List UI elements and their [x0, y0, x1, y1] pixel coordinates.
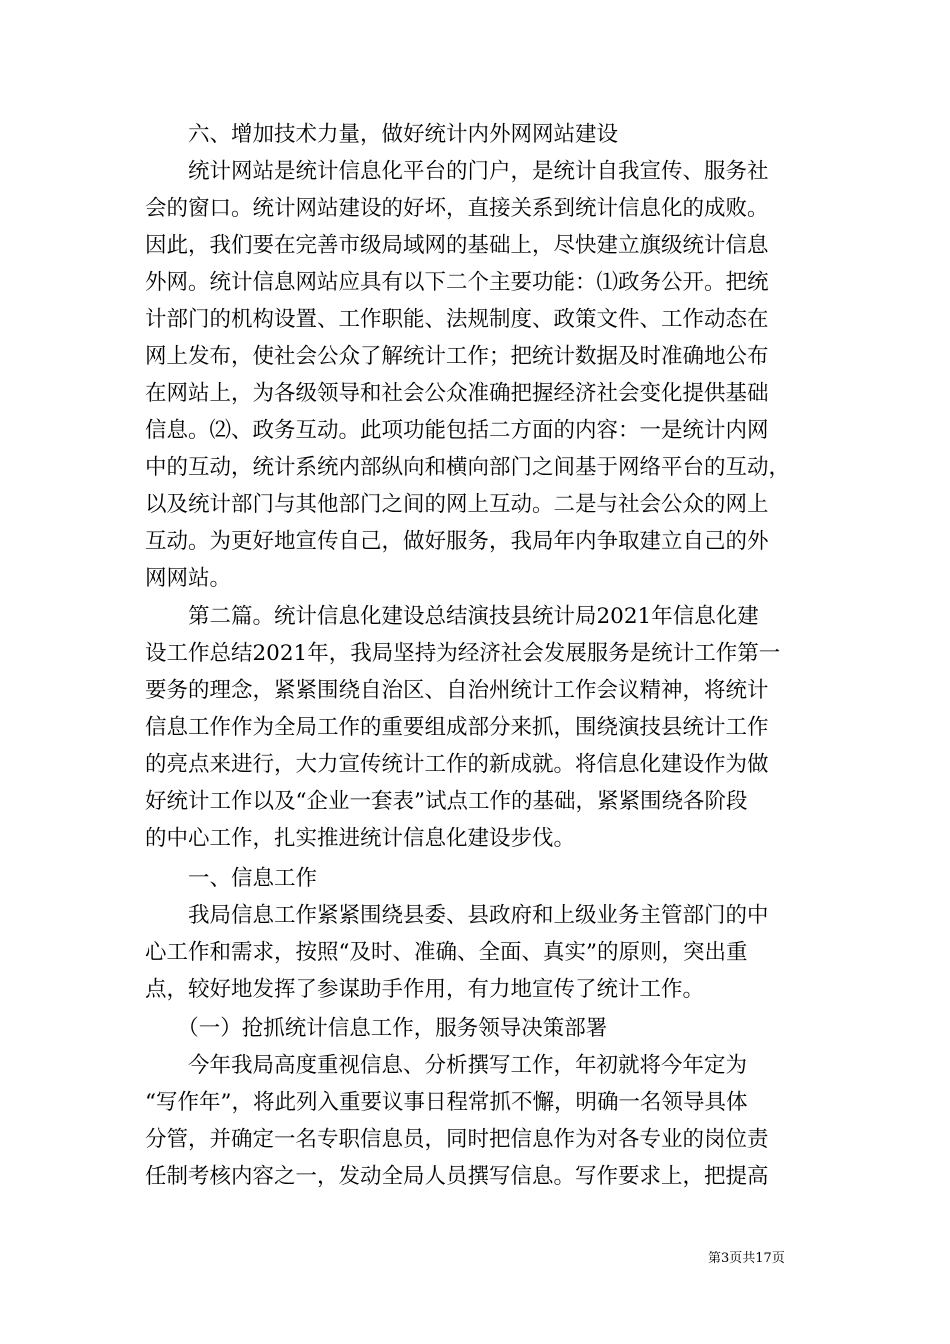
text-line: 要务的理念，紧紧围绕自治区、自治州统计工作会议精神，将统计: [145, 678, 769, 703]
text-line: 的亮点来进行，大力宣传统计工作的新成就。将信息化建设作为做: [145, 752, 769, 777]
text-line: 互动。为更好地宣传自己，做好服务，我局年内争取建立自己的外: [145, 529, 769, 554]
text-line: 在网站上，为各级领导和社会公众准确把握经济社会变化提供基础: [145, 381, 769, 406]
text-line: “写作年”，将此列入重要议事日程常抓不懈，明确一名领导具体: [145, 1090, 748, 1115]
text-line: 中的互动，统计系统内部纵向和横向部门之间基于网络平台的互动，: [145, 455, 791, 480]
heading-line: 一、信息工作: [145, 866, 318, 891]
text-line: 网网站。: [145, 566, 232, 591]
text-line: 点，较好地发挥了参谋助手作用，有力地宣传了统计工作。: [145, 977, 705, 1002]
text-line: 以及统计部门与其他部门之间的网上互动。二是与社会公众的网上: [145, 492, 769, 517]
heading-line: 六、增加技术力量，做好统计内外网网站建设: [145, 122, 619, 147]
page-number: 第3页共17页: [708, 1251, 785, 1266]
text-line: 信息工作作为全局工作的重要组成部分来抓，围绕演技县统计工作: [145, 715, 769, 740]
text-line: 我局信息工作紧紧围绕县委、县政府和上级业务主管部门的中: [145, 903, 769, 928]
text-line: 第二篇。统计信息化建设总结演技县统计局2021年信息化建: [145, 604, 759, 629]
text-line: 的中心工作，扎实推进统计信息化建设步伐。: [145, 826, 576, 851]
text-line: 心工作和需求，按照“及时、准确、全面、真实”的原则，突出重: [145, 940, 748, 965]
text-line: 会的窗口。统计网站建设的好坏，直接关系到统计信息化的成败。: [145, 196, 769, 221]
text-line: 统计网站是统计信息化平台的门户，是统计自我宣传、服务社: [145, 159, 769, 184]
text-line: 今年我局高度重视信息、分析撰写工作，年初就将今年定为: [145, 1053, 748, 1078]
text-line: 外网。统计信息网站应具有以下二个主要功能：⑴政务公开。把统: [145, 270, 769, 295]
text-line: 任制考核内容之一，发动全局人员撰写信息。写作要求上，把提高: [145, 1164, 769, 1189]
text-line: 分管，并确定一名专职信息员，同时把信息作为对各专业的岗位责: [145, 1127, 769, 1152]
text-line: 信息。⑵、政务互动。此项功能包括二方面的内容：一是统计内网: [145, 418, 769, 443]
text-line: 网上发布，使社会公众了解统计工作；把统计数据及时准确地公布: [145, 344, 769, 369]
heading-line: （一）抢抓统计信息工作，服务领导决策部署: [145, 1016, 608, 1041]
text-line: 设工作总结2021年，我局坚持为经济社会发展服务是统计工作第一: [145, 641, 781, 666]
text-line: 好统计工作以及“企业一套表”试点工作的基础，紧紧围绕各阶段: [145, 789, 748, 814]
text-line: 计部门的机构设置、工作职能、法规制度、政策文件、工作动态在: [145, 307, 769, 332]
text-line: 因此，我们要在完善市级局域网的基础上，尽快建立旗级统计信息: [145, 233, 769, 258]
